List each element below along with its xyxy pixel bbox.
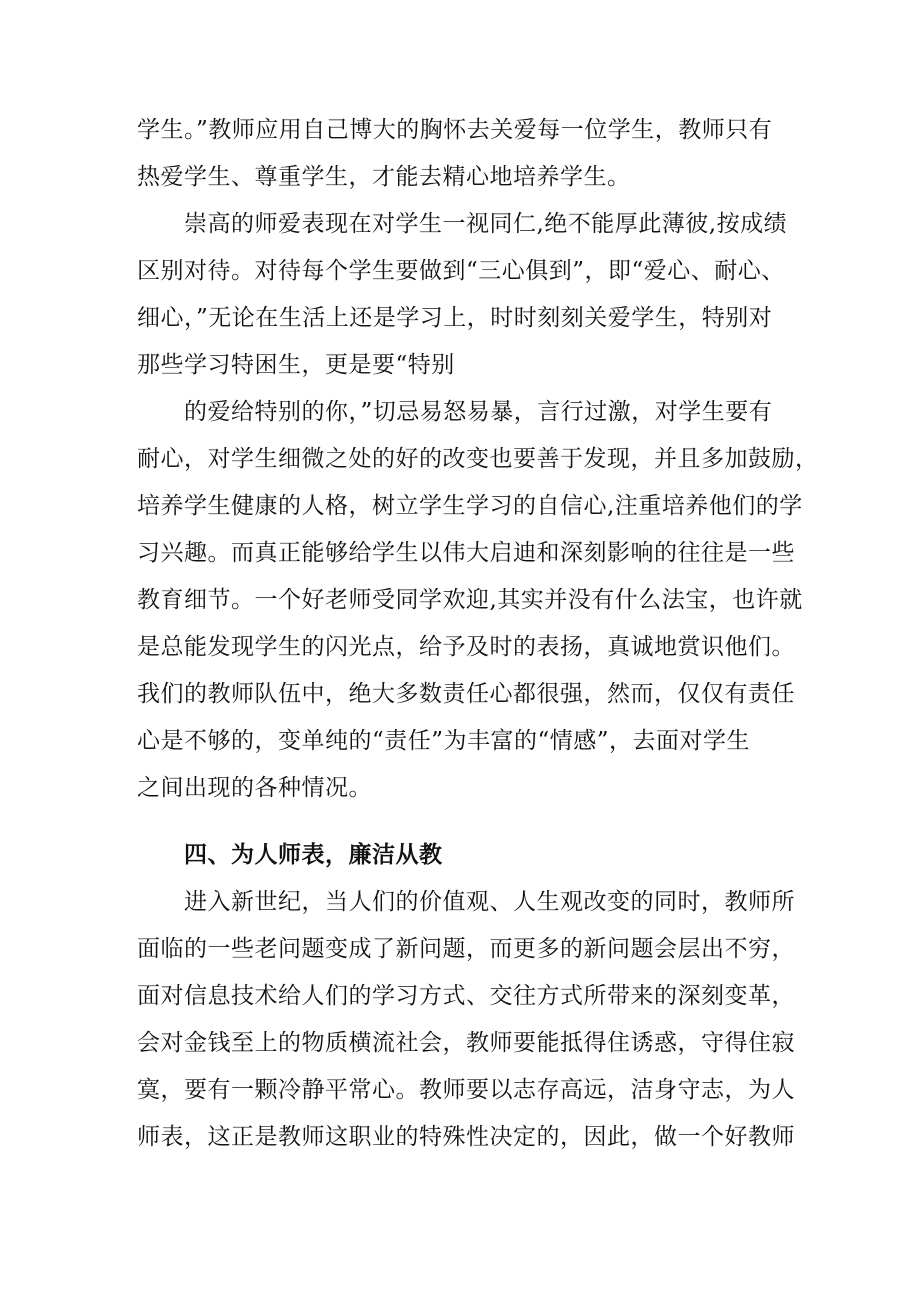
paragraph-line: 面对信息技术给人们的学习方式、交往方式所带来的深刻变革，: [137, 983, 795, 1009]
paragraph-line: 之间出现的各种情况。: [137, 775, 372, 801]
paragraph-line: 学生。”教师应用自己博大的胸怀去关爱每一位学生，教师只有: [137, 117, 773, 143]
paragraph-line: 细心，”无论在生活上还是学习上，时时刻刻关爱学生，特别对: [137, 305, 773, 331]
paragraph-line: 进入新世纪，当人们的价值观、人生观改变的同时，教师所: [184, 889, 795, 915]
paragraph-line: 教育细节。一个好老师受同学欢迎,其实并没有什么法宝，也许就: [137, 587, 803, 613]
paragraph-line: 我们的教师队伍中，绝大多数责任心都很强，然而，仅仅有责任: [137, 681, 795, 707]
paragraph-line: 热爱学生、尊重学生，才能去精心地培养学生。: [137, 164, 631, 190]
paragraph-line: 那些学习特困生，更是要“特别: [137, 352, 455, 378]
paragraph-line: 心是不够的，变单纯的“责任”为丰富的“情感”，去面对学生: [137, 728, 751, 754]
paragraph-line: 耐心，对学生细微之处的好的改变也要善于发现，并且多加鼓励，: [137, 446, 819, 472]
paragraph-line: 培养学生健康的人格，树立学生学习的自信心,注重培养他们的学: [137, 493, 803, 519]
paragraph-line: 区别对待。对待每个学生要做到“三心俱到”，即“爱心、耐心、: [137, 258, 785, 284]
paragraph-line: 师表，这正是教师这职业的特殊性决定的，因此，做一个好教师: [137, 1124, 795, 1150]
paragraph-line: 会对金钱至上的物质横流社会，教师要能抵得住诱惑，守得住寂: [137, 1030, 795, 1056]
paragraph-line: 习兴趣。而真正能够给学生以伟大启迪和深刻影响的往往是一些: [137, 540, 795, 566]
paragraph-line: 崇高的师爱表现在对学生一视同仁,绝不能厚此薄彼,按成绩: [184, 211, 788, 237]
section-heading: 四、为人师表，廉洁从教: [184, 842, 443, 868]
paragraph-line: 是总能发现学生的闪光点，给予及时的表扬，真诚地赏识他们。: [137, 634, 795, 660]
paragraph-line: 寞，要有一颗冷静平常心。教师要以志存高远，洁身守志，为人: [137, 1077, 795, 1103]
paragraph-line: 的爱给特别的你，”切忌易怒易暴，言行过激，对学生要有: [184, 399, 773, 425]
paragraph-line: 面临的一些老问题变成了新问题，而更多的新问题会层出不穷，: [137, 936, 795, 962]
